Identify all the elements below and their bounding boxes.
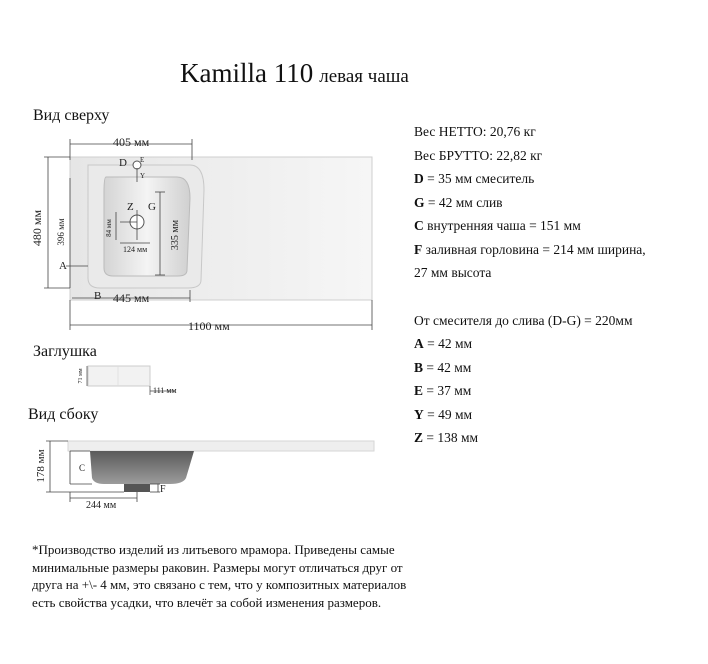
side-view [35, 441, 374, 511]
spec-f-height: 27 мм высота [414, 265, 492, 280]
specifications [414, 120, 646, 450]
label-d: D [119, 157, 127, 169]
label-y: Y [140, 172, 146, 180]
spec-b: B = 42 мм [414, 359, 472, 375]
side-dim-178: 178 мм [35, 449, 47, 483]
dim-405: 405 мм [113, 135, 150, 149]
footnote: *Производство изделий из литьевого мрамора. Приведены самые минимальные размеры раковин. Размеры могут отличаться друг от друга на +\- 4 мм, это связано с тем, что у композитных материалов есть свойства усадки, что влечёт за собой изменения размеров. [32, 542, 407, 610]
label-a: A [59, 260, 67, 272]
section-top-view: Вид сверху [33, 107, 110, 124]
spec-z: Z = 138 мм [414, 430, 479, 445]
dim-1100: 1100 мм [188, 319, 230, 333]
label-b: B [94, 290, 102, 302]
dim-480: 480 мм [30, 209, 44, 247]
label-e: E [140, 156, 145, 164]
spec-g: G = 42 мм слив [414, 194, 503, 210]
spec-d-g-distance: От смесителя до слива (D-G) = 220мм [414, 312, 633, 328]
spec-y: Y = 49 мм [414, 406, 473, 422]
label-g: G [148, 201, 156, 213]
dim-84: 84 мм [105, 219, 113, 237]
top-view [30, 135, 372, 333]
plug-body [88, 366, 150, 386]
model-subtitle: левая чаша [319, 66, 409, 87]
dim-396: 396 мм [56, 218, 66, 246]
side-dim-244: 244 мм [86, 500, 117, 511]
plug-view [78, 366, 177, 395]
spec-a: A = 42 мм [414, 336, 473, 351]
spec-net-weight: Вес НЕТТО: 20,76 кг [414, 124, 536, 139]
label-c: C [79, 463, 86, 473]
section-plug: Заглушка [33, 343, 97, 360]
dim-124: 124 мм [123, 245, 148, 254]
spec-d: D = 35 мм смеситель [414, 171, 535, 186]
spec-gross-weight: Вес БРУТТО: 22,82 кг [414, 147, 543, 163]
spec-c: C внутренняя чаша = 151 мм [414, 218, 581, 233]
dim-335: 335 мм [170, 219, 181, 251]
plug-dim-111: 111 мм [153, 386, 177, 395]
spec-f: F заливная горловина = 214 мм ширина, [414, 241, 646, 257]
model-name: Kamilla 110 [180, 58, 314, 88]
side-drain [124, 484, 150, 492]
label-z: Z [127, 201, 134, 213]
side-slab [68, 441, 374, 451]
side-bowl [90, 451, 194, 484]
plug-dim-71: 71 мм [78, 368, 84, 384]
dim-445: 445 мм [113, 291, 150, 305]
section-side-view: Вид сбоку [28, 406, 99, 423]
label-f: F [160, 484, 166, 495]
spec-e: E = 37 мм [414, 383, 472, 398]
